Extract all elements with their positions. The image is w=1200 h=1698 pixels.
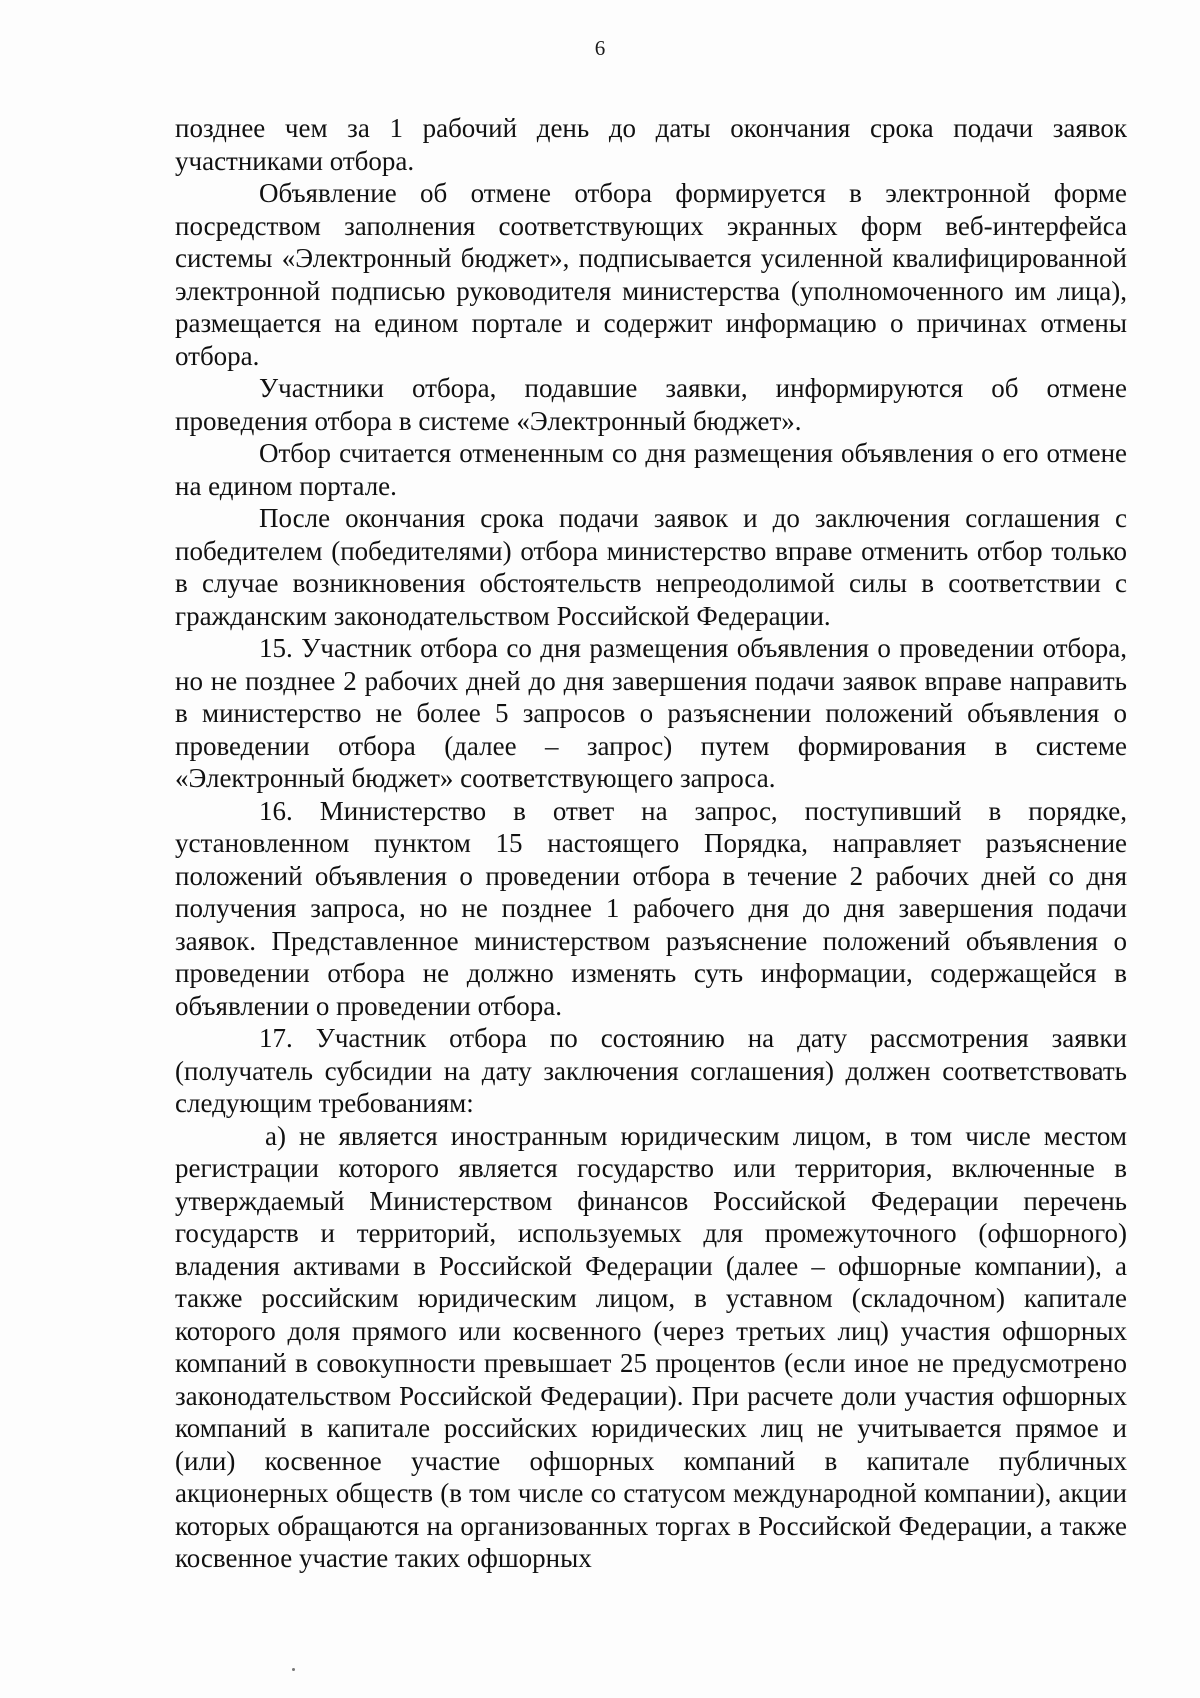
scan-speck (292, 1668, 295, 1671)
paragraph-continuation: позднее чем за 1 рабочий день до даты окончания срока подачи заявок участниками отбора. (175, 113, 1127, 176)
page-number: 6 (594, 36, 606, 60)
paragraph-item-17: 17. Участник отбора по состоянию на дату рассмотрения заявки (получатель субсидии на дату заключения соглашения) должен соответствовать следующим требованиям: (175, 1023, 1127, 1118)
paragraph-item-16: 16. Министерство в ответ на запрос, поступивший в порядке, установленном пунктом 15 настоящего Порядка, направляет разъяснение положений объявления о проведении отбора в течение 2 рабочих дней со дня получения запроса, но не позднее 1 рабочего дня до дня завершения подачи заявок. Представленное министерством разъяснение положений объявления о проведении отбора не должно изменять суть информации, содержащейся в объявлении о проведении отбора. (175, 795, 1127, 1021)
paragraph-item-17-a: а) не является иностранным юридическим лицом, в том числе местом регистрации которого является государство или территория, включенные в утверждаемый Министерством финансов Российской Федерации перечень государств и территорий, используемых для промежуточного (офшорного) владения активами в Российской Федерации (далее – офшорные компании), а также российским юридическим лицом, в уставном (складочном) капитале которого доля прямого или косвенного (через третьих лиц) участия офшорных компаний в совокупности превышает 25 процентов (если иное не предусмотрено законодательством Российской Федерации). При расчете доли участия офшорных компаний в капитале российских юридических лиц не учитывается прямое и (или) косвенное участие офшорных компаний в капитале публичных акционерных обществ (в том числе со статусом международной компании), акции которых обращаются на организованных торгах в Российской Федерации, а также косвенное участие таких офшорных (175, 1120, 1127, 1573)
paragraph-cancel-announcement: Объявление об отмене отбора формируется в электронной форме посредством заполнения соответствующих экранных форм веб-интерфейса системы «Электронный бюджет», подписывается усиленной квалифицированной электронной подписью руководителя министерства (уполномоченного им лица), размещается на едином портале и содержит информацию о причинах отмены отбора. (175, 178, 1127, 371)
paragraph-item-15: 15. Участник отбора со дня размещения объявления о проведении отбора, но не позднее 2 рабочих дней до дня завершения подачи заявок вправе направить в министерство не более 5 запросов о разъяснении положений объявления о проведении отбора (далее – запрос) путем формирования в системе «Электронный бюджет» соответствующего запроса. (175, 633, 1127, 793)
document-body (175, 112, 1127, 1575)
paragraph-participants-informed: Участники отбора, подавшие заявки, информируются об отмене проведения отбора в системе «Электронный бюджет». (175, 373, 1127, 436)
paragraph-force-majeure: После окончания срока подачи заявок и до заключения соглашения с победителем (победителями) отбора министерство вправе отменить отбор только в случае возникновения обстоятельств непреодолимой силы в соответствии с гражданским законодательством Российской Федерации. (175, 503, 1127, 631)
paragraph-selection-cancelled: Отбор считается отмененным со дня размещения объявления о его отмене на едином портале. (175, 438, 1127, 501)
